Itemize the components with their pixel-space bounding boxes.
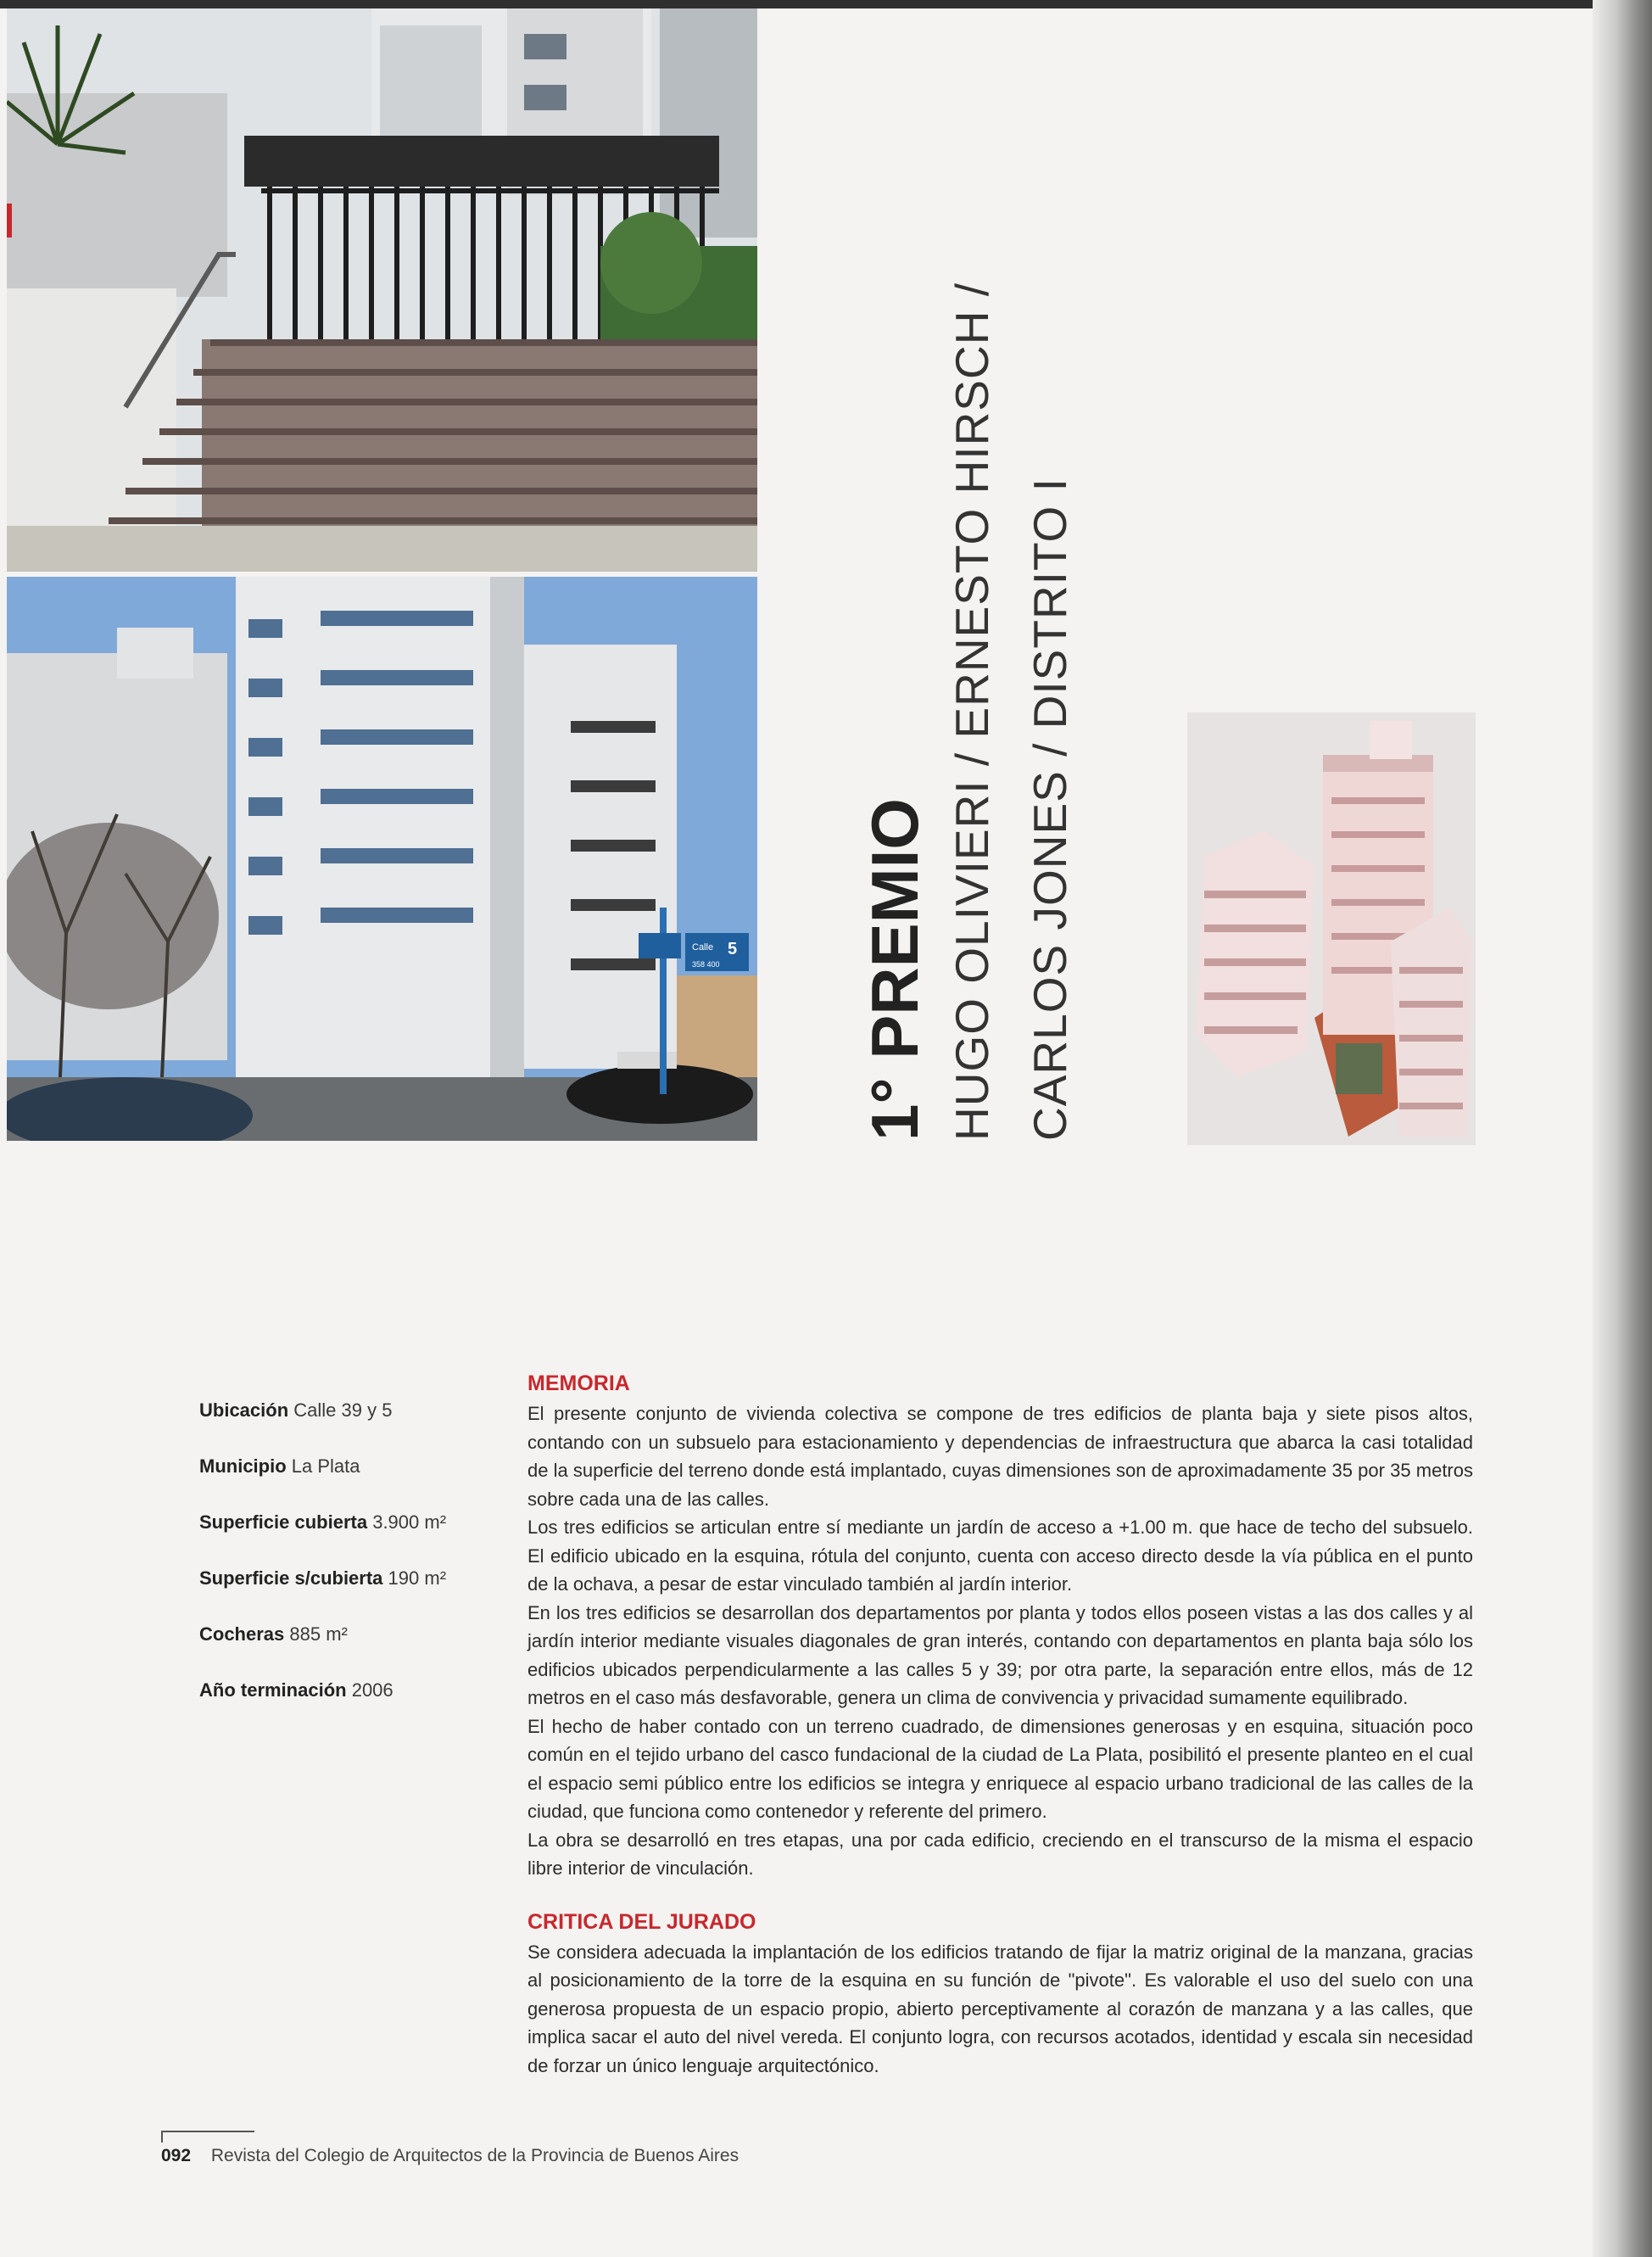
fact-label: Municipio <box>199 1455 287 1477</box>
article-body <box>527 1372 1473 2080</box>
photo-entrance-stairs <box>7 8 757 572</box>
memoria-paragraph: Los tres edificios se articulan entre sí mediante un jardín de acceso a +1.00 m. que hace de techo del subsuelo. El edificio ubicado en la esquina, rótula del conjunto, cuenta con acceso directo desde la vía pública en el punto de la ochava, a pesar de estar vinculado también al jardín interior. <box>527 1517 1473 1595</box>
critica-paragraph: Se considera adecuada la implantación de los edificios tratando de fijar la matriz original de la manzana, gracias al posicionamiento de la torre de la esquina en su función de "pivote". Es valorable el uso del suelo con una generosa propuesta de un espacio propio, abierto perceptivamente al corazón de manzana y a las calles, que implica sacar el auto del nivel vereda. El conjunto logra, con recursos acotados, identidad y escala sin necesidad de forzar un único lenguaje arquitectónico. <box>527 1941 1473 2076</box>
fact-label: Año terminación <box>199 1679 347 1701</box>
fact-municipality <box>199 1455 505 1478</box>
page-number: 092 <box>161 2146 192 2165</box>
street-sign-number: 5 <box>728 940 738 958</box>
footer-text <box>161 2146 739 2166</box>
street-sign-text: Calle <box>692 942 714 953</box>
memoria-heading: MEMORIA <box>527 1372 630 1395</box>
fact-label: Ubicación <box>199 1399 289 1421</box>
prize-title: 1° PREMIO <box>857 798 932 1141</box>
fact-uncovered-area <box>199 1567 505 1589</box>
fact-label: Superficie cubierta <box>199 1511 368 1533</box>
project-facts <box>199 1399 505 1735</box>
footer-rule <box>161 2131 254 2132</box>
fact-value: La Plata <box>291 1455 360 1477</box>
page-top-edge <box>0 0 1652 8</box>
fact-value: 2006 <box>351 1679 393 1701</box>
photo-architectural-model <box>1187 712 1476 1145</box>
fact-value: 885 m² <box>289 1623 348 1645</box>
fact-label: Superficie s/cubierta <box>199 1567 383 1589</box>
memoria-paragraph: El presente conjunto de vivienda colectiva se compone de tres edificios de planta baja y siete pisos altos, contando con un subsuelo para estacionamiento y dependencias de infraestructura que abarca la casi totalidad de la superficie del terreno donde está implantado, cuyas dimensiones son de aproximadamente 35 por 35 metros sobre cada una de las calles. <box>527 1403 1473 1510</box>
vertical-title <box>857 282 1089 1141</box>
fact-value: Calle 39 y 5 <box>293 1399 393 1421</box>
memoria-paragraph: El hecho de haber contado con un terreno cuadrado, de dimensiones generosas y en esquina, situación poco común en el tejido urbano del casco fundacional de la ciudad de La Plata, posibilitó el presente planteo en el cual el espacio semi público entre los edificios se integra y enriquece al espacio urbano tradicional de las calles de la ciudad, que funciona como contenedor y referente del primero. <box>527 1715 1473 1822</box>
fact-value: 3.900 m² <box>372 1511 447 1533</box>
fact-covered-area <box>199 1511 505 1534</box>
fact-location <box>199 1399 505 1422</box>
binding-shadow <box>1593 0 1652 2257</box>
critica-heading: CRITICA DEL JURADO <box>527 1909 756 1934</box>
fact-value: 190 m² <box>388 1567 447 1589</box>
page-footer <box>161 2146 739 2166</box>
street-sign-range: 358 400 <box>692 960 720 969</box>
authors-line-1: HUGO OLIVIERI / ERNESTO HIRSCH / <box>946 282 998 1141</box>
fact-completion-year <box>199 1679 505 1701</box>
photo-residential-towers <box>7 577 757 1141</box>
publication-name: Revista del Colegio de Arquitectos de la Provincia de Buenos Aires <box>210 2146 739 2165</box>
footer-tick <box>161 2131 163 2142</box>
fact-label: Cocheras <box>199 1623 285 1645</box>
fact-garages <box>199 1623 505 1645</box>
memoria-paragraph: La obra se desarrolló en tres etapas, una por cada edificio, creciendo en el transcurso de la misma el espacio libre interior de vinculación. <box>527 1829 1473 1879</box>
memoria-paragraph: En los tres edificios se desarrollan dos departamentos por planta y todos ellos poseen vistas a las dos calles y al jardín interior mediante visuales diagonales de gran interés, contando con departamentos en planta baja sólo los edificios ubicados perpendicularmente a las calles 5 y 39; por otra parte, la separación entre ellos, más de 12 metros en el caso más desfavorable, genera un clima de convivencia y privacidad sumamente equilibrado. <box>527 1601 1473 1708</box>
authors-line-2: CARLOS JONES / DISTRITO I <box>1024 478 1076 1141</box>
